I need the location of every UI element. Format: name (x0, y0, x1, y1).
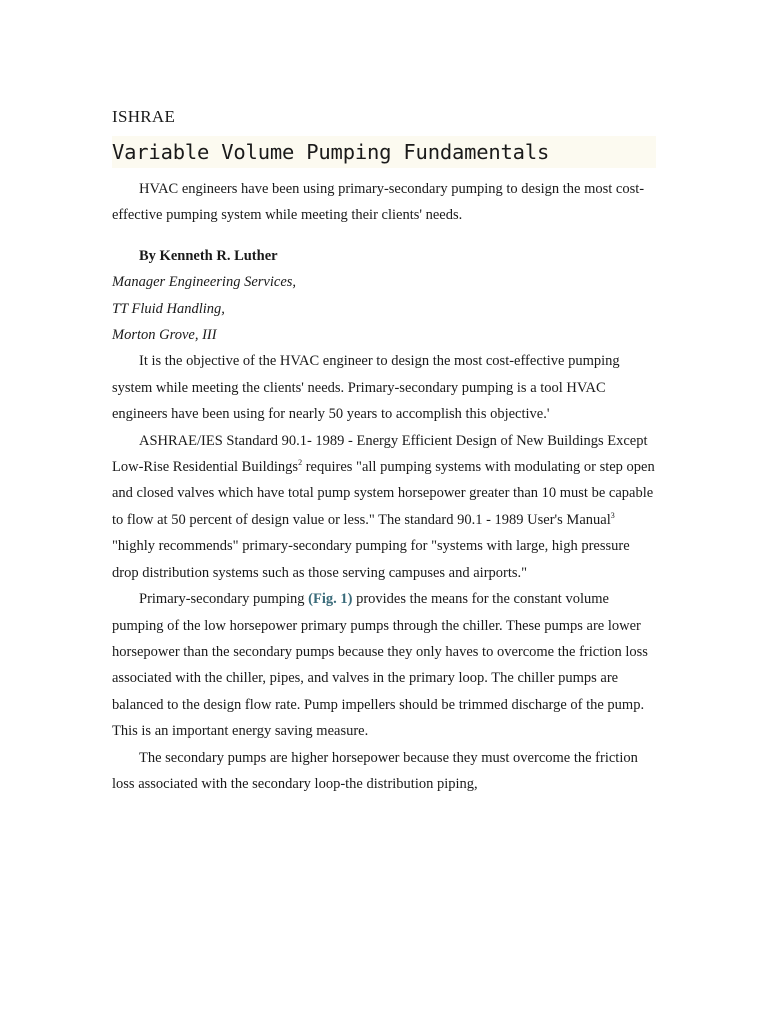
paragraph-3-text-b: provides the means for the constant volume pumping of the low horsepower primary pumps through the chiller. These pumps are lower horsepower than the secondary pumps because they only haves to overcome the friction loss associated with the chiller, pipes, and valves in the primary loop. The chiller pumps are balanced to the design flow rate. Pump impellers should be trimmed discharge of the pump. This is an important energy saving measure. (112, 591, 648, 740)
paragraph-3-text-a: Primary-secondary pumping (139, 591, 309, 608)
footnote-marker-2: 2 (298, 458, 303, 468)
paragraph-2-text-c: "highly recommends" primary-secondary pumping for "systems with large, high pressure drop distribution systems such as those serving campuses and airports." (112, 538, 630, 581)
affiliation-line-title: Manager Engineering Services, (112, 274, 297, 291)
document-page (112, 104, 656, 797)
footnote-marker-3: 3 (610, 511, 615, 521)
body-paragraph-1: It is the objective of the HVAC engineer to design the most cost-effective pumping system while meeting the clients' needs. Primary-secondary pumping is a tool HVAC engineers have been using for nearly 50 years to accomplish this objective.' (112, 353, 620, 423)
intro-paragraph: HVAC engineers have been using primary-secondary pumping to design the most cost-effective pumping system while meeting their clients' needs. (112, 181, 645, 224)
author-byline: By Kenneth R. Luther (139, 247, 278, 264)
affiliation-line-company: TT Fluid Handling, (112, 300, 225, 317)
body-paragraph-2 (112, 428, 656, 586)
title-bar (112, 136, 656, 168)
paragraph-2-text-b: requires "all pumping systems with modulating or step open and closed valves which have total pump system horsepower greater than 10 must be capable to flow at 50 percent of design value or less." The standard 90.1 - 1989 User's Manual (112, 459, 655, 528)
body-paragraph-4: The secondary pumps are higher horsepower because they must overcome the friction loss associated with the secondary loop-the distribution piping, (112, 749, 638, 792)
paragraph-2-text-a: ASHRAE/IES Standard 90.1- 1989 - Energy Efficient Design of New Buildings Except Low-Rise Residential Buildings (112, 432, 648, 476)
organization-name: ISHRAE (112, 107, 176, 126)
figure-reference-link[interactable]: (Fig. 1) (308, 591, 353, 608)
affiliation-line-location: Morton Grove, III (112, 327, 217, 344)
author-affiliation (112, 269, 656, 348)
article-title: Variable Volume Pumping Fundamentals (112, 140, 550, 164)
body-paragraph-3 (112, 586, 656, 744)
